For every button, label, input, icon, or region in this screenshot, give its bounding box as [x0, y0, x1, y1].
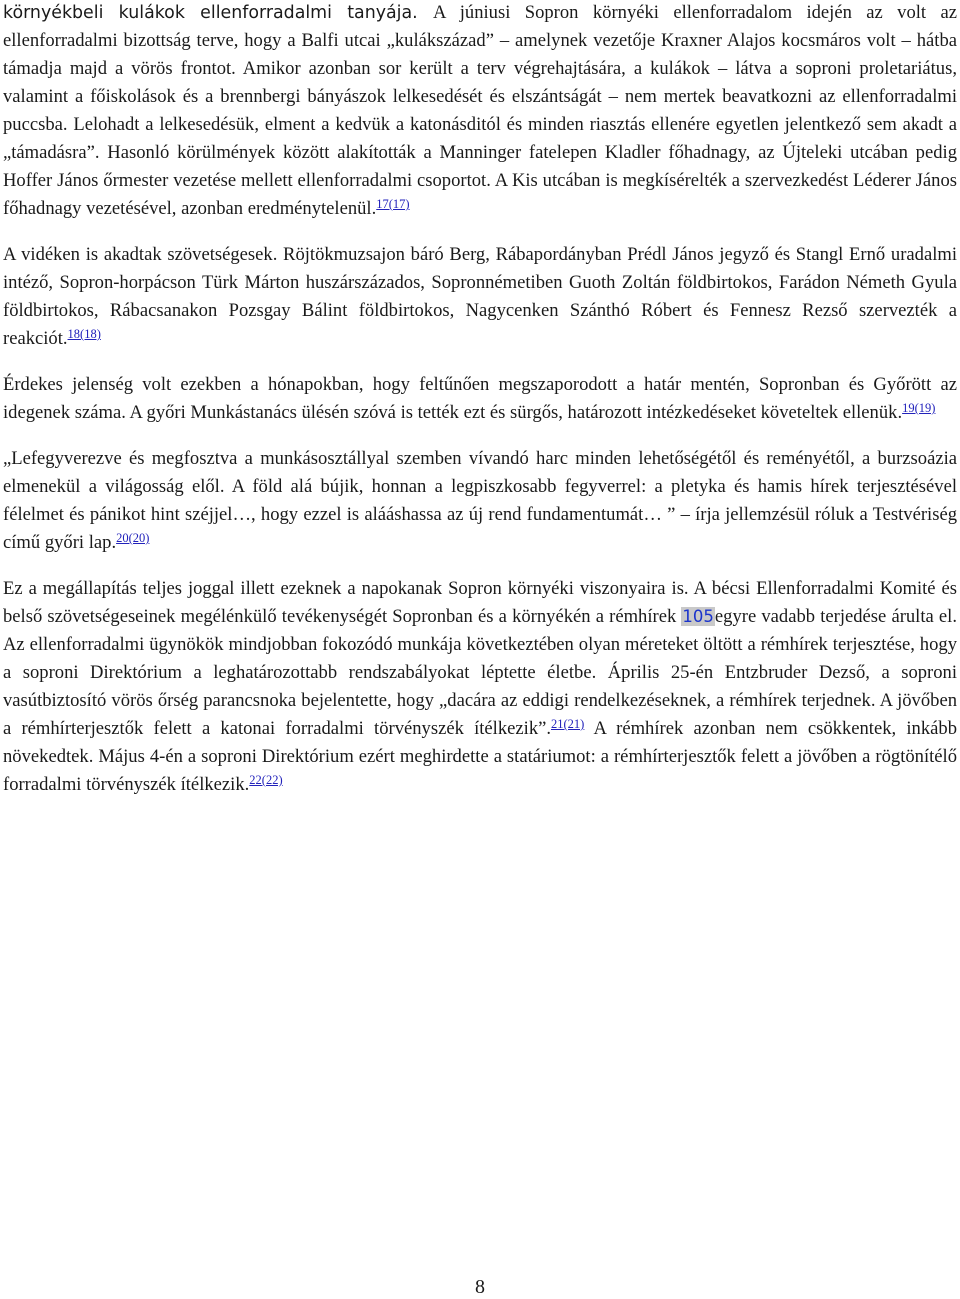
text-run-sans: környékbeli kulákok ellenforradalmi tanyája. — [3, 3, 433, 23]
text-run: „Lefegyverezve és megfosztva a munkásosztállyal szemben vívandó harc minden lehetőségétől és reményétől, a burzsoázia elmenekül a világosság elől. A föld alá bújik, honnan a legpiszkosabb fegyverrel: a pletyka és hamis hírek terjesztésével félelmet és pánikot hint széjjel…, hogy ezzel is alááshassa az új rend fundamentumát… ” – írja jellemzésül róluk a Testvériség című győri lap. — [3, 448, 957, 553]
paragraph — [3, 371, 957, 427]
footnote-link[interactable]: 18(18) — [67, 327, 101, 341]
paragraph — [3, 575, 957, 799]
text-run: A vidéken is akadtak szövetségesek. Röjtökmuzsajon báró Berg, Rábapordányban Prédl János jegyző és Stangl Ernő uradalmi intéző, Sopron-horpácson Türk Márton huszárszázados, Sopronnémetiben Guoth Zoltán földbirtokos, Farádon Németh Gyula földbirtokos, Rábacsanakon Pozsgay Bálint földbirtokos, Nagycenken Szánthó Róbert és Fennesz Rezső szervezték a reakciót. — [3, 244, 957, 349]
page-reference-marker: 105 — [682, 607, 714, 626]
text-run: egyre vadabb terjedése árulta el. Az ellenforradalmi ügynökök mindjobban fokozódó munkája következtében olyan méreteket öltött a rémhírek terjesztése, hogy a soproni Direktórium a leghatározottabb rendszabályokat léptette életbe. Április 25-én Entzbruder Dezső, a soproni vasútbiztosító vörös őrség parancsnoka bejelentette, hogy „dacára az eddigi rendelkezéseknek, a rémhírek terjednek. A jövőben a rémhírterjesztők felett a katonai forradalmi törvényszék ítélkezik”. — [3, 606, 957, 739]
footnote-link[interactable]: 21(21) — [551, 717, 585, 731]
text-run: A júniusi Sopron környéki ellenforradalom idején az volt az ellenforradalmi bizottság terve, hogy a Balfi utcai „kulákszázad” – amelynek vezetője Kraxner Alajos kocsmáros volt – hátba támadja majd a vörös frontot. Amikor azonban sor került a terv végrehajtására, a kulákok – látva a soproni proletariátus, valamint a főiskolások és a brennbergi bányászok lelkesedését és elszántságát – nem mertek beavatkozni az ellenforradalmi puccsba. Lelohadt a lelkesedésük, elment a kedvük a katonásditól és minden riasztás ellenére egyetlen jelentkező sem akadt a „támadásra”. Hasonló körülmények között alakították a Manninger fatelepen Kladler főhadnagy, az Újteleki utcában pedig Hoffer János őrmester vezetése mellett ellenforradalmi csoportot. A Kis utcában is megkísérelték a szervezkedést Léderer János főhadnagy vezetésével, azonban eredménytelenül. — [3, 2, 957, 219]
text-run: Érdekes jelenség volt ezekben a hónapokban, hogy feltűnően megszaporodott a határ mentén, Sopronban és Győrött az idegenek száma. A győri Munkástanács ülésén szóvá is tették ezt és sürgős, határozott intézkedéseket követeltek ellenük. — [3, 374, 957, 423]
footnote-link[interactable]: 19(19) — [902, 401, 936, 415]
footnote-link[interactable]: 17(17) — [376, 197, 410, 211]
text-run: A rémhírek azonban nem csökkentek, inkább növekedtek. Május 4-én a soproni Direktórium ezért meghirdette a statáriumot: a rémhírterjesztők felett a jövőben a rögtönítélő forradalmi törvényszék ítélkezik. — [3, 718, 957, 795]
page-number: 8 — [475, 1276, 485, 1298]
paragraph — [3, 241, 957, 353]
footnote-link[interactable]: 22(22) — [249, 773, 283, 787]
text-run: Ez a megállapítás teljes joggal illett ezeknek a napokanak Sopron környéki viszonyaira is. A bécsi Ellenforradalmi Komité és belső szövetségeseinek megélénkülő tevékenységét Sopronban és a környékén a rémhírek — [3, 578, 957, 627]
paragraph — [3, 445, 957, 557]
footnote-link[interactable]: 20(20) — [116, 531, 150, 545]
document-body — [3, 0, 957, 817]
paragraph — [3, 0, 957, 223]
